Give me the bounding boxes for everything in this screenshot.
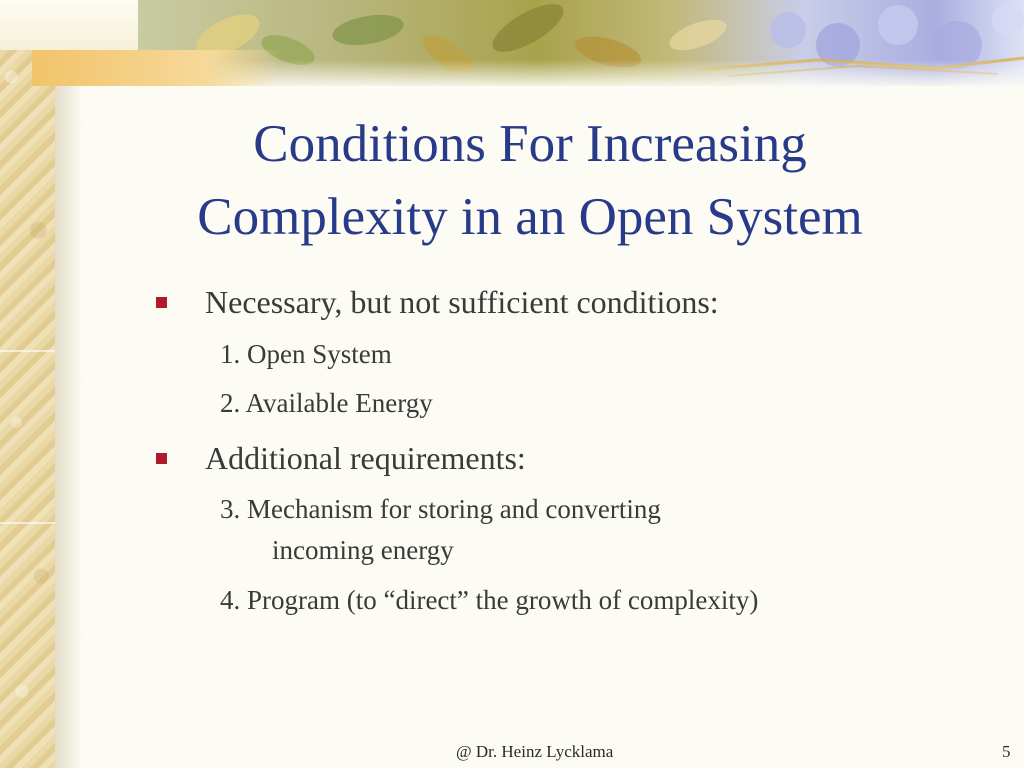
subitem-mechanism-continued: incoming energy (272, 535, 454, 565)
page-number: 5 (1002, 742, 1011, 761)
bullet-marker (156, 297, 167, 308)
subitem-program: 4. Program (to “direct” the growth of complexity) (220, 585, 759, 615)
bullet-marker (156, 453, 167, 464)
title-line-1: Conditions For Increasing (253, 115, 807, 173)
bullet-item-additional: Additional requirements: (205, 440, 526, 476)
footer-credit: @ Dr. Heinz Lycklama (456, 742, 614, 761)
left-strip-shadow (55, 0, 83, 768)
title-line-2: Complexity in an Open System (197, 188, 863, 246)
strip-seam (0, 350, 55, 352)
subitem-available-energy: 2. Available Energy (220, 388, 433, 418)
subitem-open-system: 1. Open System (220, 339, 392, 369)
subitem-mechanism: 3. Mechanism for storing and converting (220, 494, 661, 524)
top-gold-accent (32, 50, 282, 86)
strip-seam (0, 522, 55, 524)
slide-title (100, 108, 960, 254)
top-corner-fill (0, 0, 138, 50)
left-decorative-strip (0, 0, 55, 768)
bullet-item-necessary: Necessary, but not sufficient conditions: (205, 284, 719, 320)
